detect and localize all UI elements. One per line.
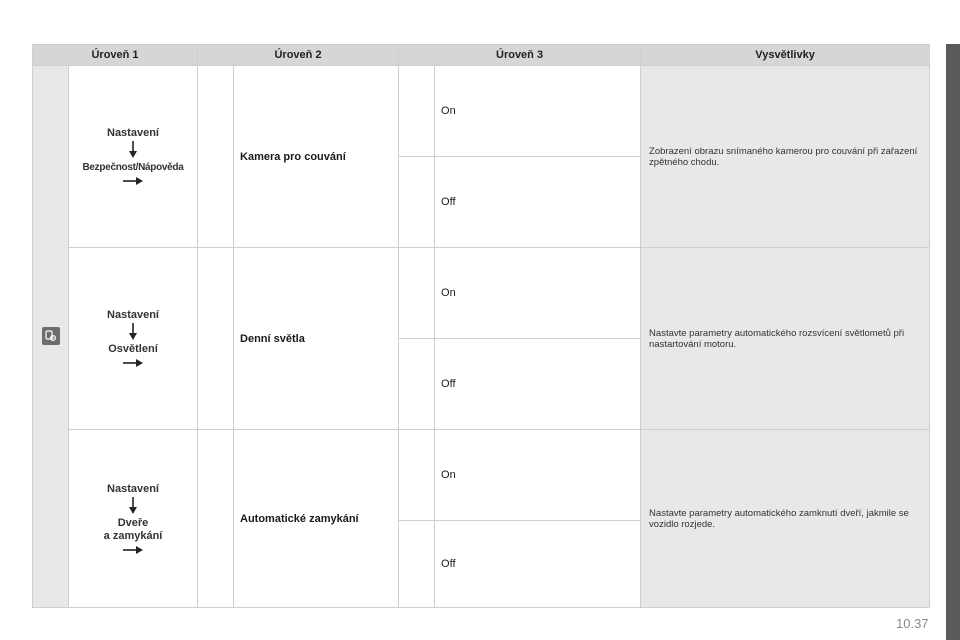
- path-step: Nastavení: [107, 309, 159, 321]
- right-arrow-icon: [122, 545, 144, 555]
- spacer-cell: [399, 339, 435, 430]
- level1-path-cell: [69, 430, 198, 608]
- level1-path-cell: [69, 248, 198, 430]
- down-arrow-icon: [128, 497, 138, 515]
- option-on[interactable]: On: [435, 248, 641, 339]
- explanation-text: Zobrazení obrazu snímaného kamerou pro couvání při zařazení zpětného chodu.: [641, 66, 930, 248]
- spacer-cell: [399, 248, 435, 339]
- path-step: Dveře: [117, 516, 149, 529]
- right-arrow-icon: [122, 358, 144, 368]
- right-arrow-icon: [122, 176, 144, 186]
- section-icon-cell: [33, 66, 69, 608]
- spacer-cell: [198, 66, 234, 248]
- level1-path-cell: [69, 66, 198, 248]
- table-header-row: [33, 45, 930, 66]
- spacer-cell: [399, 521, 435, 608]
- spacer-cell: [399, 430, 435, 521]
- menu-path: [104, 483, 163, 555]
- page-edge-tab: [946, 44, 960, 640]
- down-arrow-icon: [128, 141, 138, 159]
- path-step: Nastavení: [107, 127, 159, 139]
- settings-menu-table: [32, 44, 930, 608]
- menu-path: [83, 127, 184, 186]
- down-arrow-icon: [128, 323, 138, 341]
- table-row: [33, 430, 930, 521]
- header-level1: Úroveň 1: [33, 45, 198, 66]
- explanation-text: Nastavte parametry automatického zamknutí dveří, jakmile se vozidlo rozjede.: [641, 430, 930, 608]
- spacer-cell: [198, 430, 234, 608]
- page-number: 10.37: [896, 616, 929, 631]
- header-level2: Úroveň 2: [198, 45, 399, 66]
- header-level3: Úroveň 3: [399, 45, 641, 66]
- explanation-text: Nastavte parametry automatického rozsvícení světlometů při nastartování motoru.: [641, 248, 930, 430]
- option-on[interactable]: On: [435, 430, 641, 521]
- spacer-cell: [399, 66, 435, 157]
- spacer-cell: [399, 157, 435, 248]
- option-off[interactable]: Off: [435, 521, 641, 608]
- table-row: [33, 248, 930, 339]
- option-off[interactable]: Off: [435, 339, 641, 430]
- table-row: [33, 66, 930, 157]
- spacer-cell: [198, 248, 234, 430]
- path-step: a zamykání: [103, 529, 163, 542]
- level2-label: Kamera pro couvání: [234, 66, 399, 248]
- menu-path: [107, 309, 159, 368]
- level2-label: Denní světla: [234, 248, 399, 430]
- option-off[interactable]: Off: [435, 157, 641, 248]
- option-on[interactable]: On: [435, 66, 641, 157]
- level2-label: Automatické zamykání: [234, 430, 399, 608]
- path-step: Nastavení: [107, 482, 159, 495]
- path-step: Osvětlení: [108, 343, 158, 355]
- vehicle-settings-icon: [42, 327, 60, 345]
- path-step: Bezpečnost/Nápověda: [82, 162, 184, 173]
- header-explanation: Vysvětlivky: [641, 45, 930, 66]
